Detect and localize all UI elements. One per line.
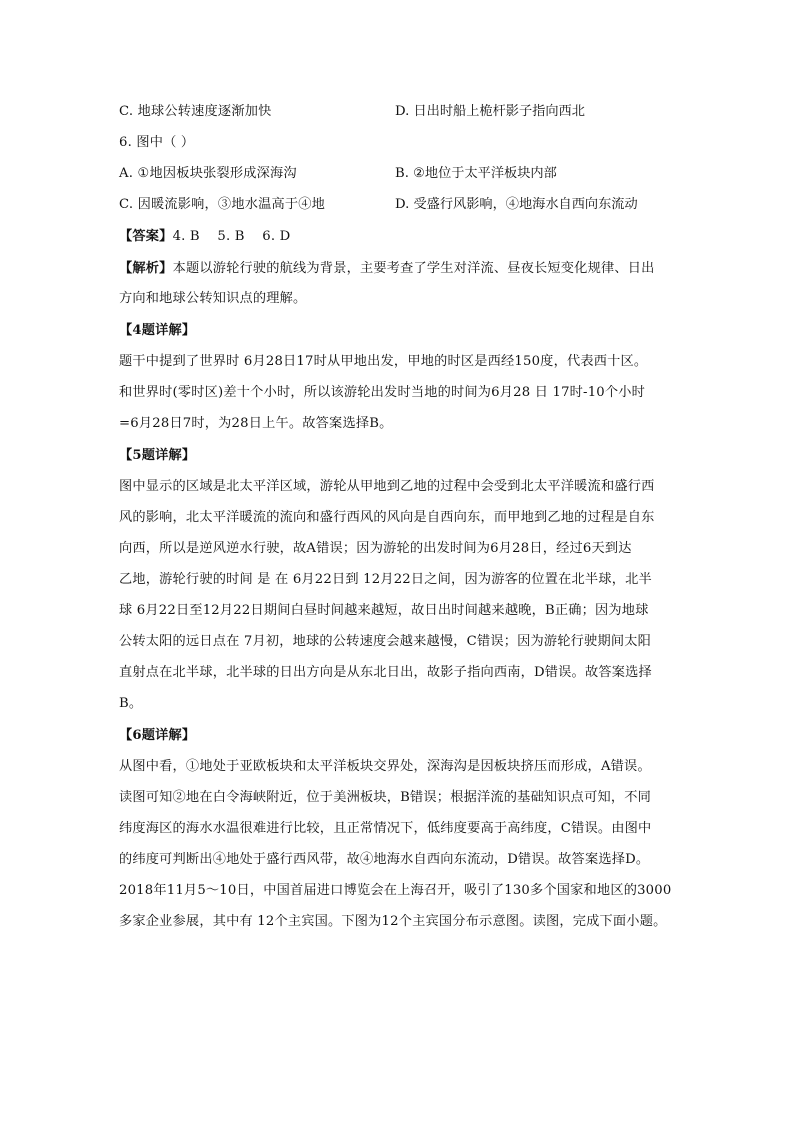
detail5-line: 直射点在北半球，北半球的日出方向是从东北日出，故影子指向西南，D错误。故答案选择: [119, 665, 652, 680]
detail5-line: 图中显示的区域是北太平洋区域，游轮从甲地到乙地的过程中会受到北太平洋暖流和盛行西: [119, 479, 655, 494]
detail5-line: B。: [119, 696, 143, 711]
next-question-line: 2018年11月5～10日，中国首届进口博览会在上海召开，吸引了130多个国家和地区的3000: [119, 883, 672, 898]
detail6-line: 读图可知②地在白令海峡附近，位于美洲板块，B错误；根据洋流的基础知识点可知，不同: [119, 790, 651, 805]
q6-option-d: D. 受盛行风影响，④地海水自西向东流动: [395, 197, 638, 212]
detail4-line: 和世界时(零时区)差十个小时，所以该游轮出发时当地的时间为6月28 日 17时-10个小时: [119, 385, 646, 400]
q5-option-c: C. 地球公转速度逐渐加快: [119, 104, 272, 119]
detail4-heading: 【4题详解】: [119, 323, 196, 338]
detail4-line: 题干中提到了世界时 6月28日17时从甲地出发，甲地的时区是西经150度，代表西十区。: [119, 354, 648, 369]
q6-option-a: A. ①地因板块张裂形成深海沟: [119, 166, 297, 181]
detail4-line: =6月28日7时，为28日上午。故答案选择B。: [119, 416, 393, 431]
q6-stem: 6. 图中（ ）: [119, 135, 195, 150]
analysis-line-2: 方向和地球公转知识点的理解。: [119, 291, 307, 306]
answer-line: [119, 228, 679, 246]
answer-text: 4. B 5. B 6. D: [172, 229, 291, 244]
q6-option-b: B. ②地位于太平洋板块内部: [395, 166, 557, 181]
detail5-line: 公转太阳的远日点在 7月初，地球的公转速度会越来越慢，C错误；因为游轮行驶期间太阳: [119, 634, 651, 649]
detail6-heading: 【6题详解】: [119, 728, 196, 743]
detail6-line: 的纬度可判断出④地处于盛行西风带，故④地海水自西向东流动，D错误。故答案选择D。: [119, 852, 650, 867]
detail5-heading: 【5题详解】: [119, 448, 196, 463]
detail6-line: 从图中看，①地处于亚欧板块和太平洋板块交界处，深海沟是因板块挤压而形成，A错误。: [119, 759, 651, 774]
q6-option-c: C. 因暖流影响，③地水温高于④地: [119, 197, 326, 212]
next-question-line: 多家企业参展，其中有 12个主宾国。下图为12个主宾国分布示意图。读图，完成下面小题。: [119, 914, 667, 929]
answer-label: 【答案】: [119, 229, 173, 244]
analysis-line-1: 【解析】本题以游轮行驶的航线为背景，主要考查了学生对洋流、昼夜长短变化规律、日出: [119, 261, 655, 276]
detail5-line: 球 6月22日至12月22日期间白昼时间越来越短，故日出时间越来越晚，B正确；因为地球: [119, 603, 649, 618]
detail6-line: 纬度海区的海水水温很难进行比较，且正常情况下，低纬度要高于高纬度，C错误。由图中: [119, 821, 652, 836]
q5-option-d: D. 日出时船上桅杆影子指向西北: [395, 104, 585, 119]
analysis-label: 【解析】: [119, 261, 173, 276]
detail5-line: 乙地，游轮行驶的时间 是 在 6月22日到 12月22日之间，因为游客的位置在北半球，北半: [119, 572, 652, 587]
detail5-line: 风的影响，北太平洋暖流的流向和盛行西风的风向是自西向东，而甲地到乙地的过程是自东: [119, 510, 655, 525]
detail5-line: 向西，所以是逆风逆水行驶，故A错误；因为游轮的出发时间为6月28日，经过6天到达: [119, 541, 632, 556]
